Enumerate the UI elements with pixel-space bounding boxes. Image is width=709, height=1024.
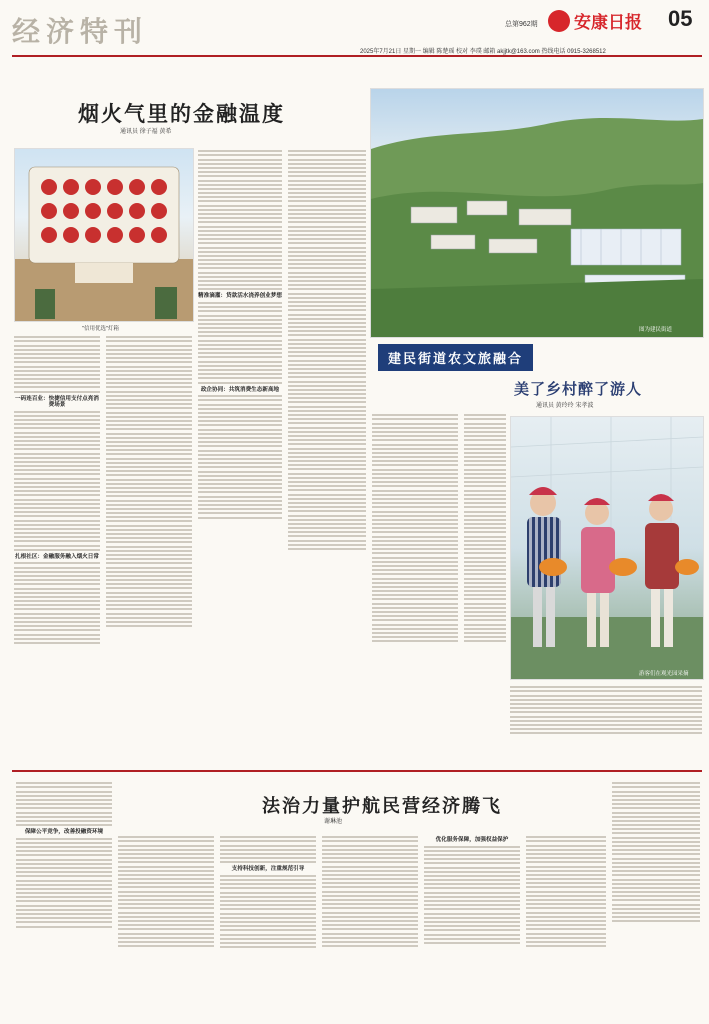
section-title: 经济特刊 bbox=[12, 15, 149, 48]
article1-photo bbox=[14, 148, 194, 322]
newspaper-logo: 安康日报 bbox=[548, 8, 644, 34]
article3-subhead: 支持科技创新，注重规范引导 bbox=[231, 866, 305, 873]
article1-title: 烟火气里的金融温度 bbox=[78, 101, 285, 126]
article3-subhead: 优化服务保障，加强权益保护 bbox=[435, 837, 509, 843]
article1-col-3 bbox=[198, 148, 282, 768]
article1-subhead: 一码连百业：快捷信用支付点亮消费场景 bbox=[15, 395, 99, 409]
article2-title: 美了乡村醉了游人 bbox=[514, 380, 643, 398]
article1-col-1 bbox=[14, 334, 100, 768]
article2-col-1 bbox=[372, 412, 458, 766]
article2-byline: 通讯员 黄玲玲 宋孝波 bbox=[536, 403, 594, 409]
article2-main-photo bbox=[370, 88, 704, 338]
article1-photo-caption: "信用优选"灯箱 bbox=[82, 326, 119, 332]
article1-subhead: 精准滴灌：贷款活水浇养创业梦想 bbox=[198, 293, 282, 300]
article3-col-2 bbox=[118, 834, 214, 1018]
article1-col-2 bbox=[106, 334, 192, 768]
article3-col-1 bbox=[16, 780, 112, 1018]
header-rule bbox=[12, 55, 702, 57]
article1-subhead: 政企协同：共筑消费生态新高地 bbox=[200, 386, 280, 393]
article2-col-3 bbox=[510, 684, 702, 766]
article3-col-3 bbox=[220, 834, 316, 1018]
article2-photo2-caption: 游客们在观光园采摘 bbox=[639, 671, 689, 677]
issue-number: 总第962期 bbox=[505, 21, 538, 28]
article1-subhead: 扎根社区：金融服务融入烟火日常 bbox=[15, 553, 99, 560]
page-number: 05 bbox=[668, 6, 693, 31]
article1-byline: 通讯员 徐子福 黄希 bbox=[120, 129, 172, 135]
article1-col-4 bbox=[288, 148, 366, 768]
article3-col-5 bbox=[424, 834, 520, 1018]
logo-icon bbox=[548, 10, 570, 32]
article3-col-6 bbox=[526, 834, 606, 1018]
article2-visitors-photo bbox=[510, 416, 704, 680]
article3-title: 法治力量护航民营经济腾飞 bbox=[262, 796, 502, 817]
article2-badge: 建民街道农文旅融合 bbox=[378, 344, 533, 371]
article3-byline: 谢琳池 bbox=[324, 819, 343, 825]
article3-subhead: 保障公平竞争，改善投融资环境 bbox=[24, 829, 104, 836]
article3-col-4 bbox=[322, 834, 418, 1018]
article2-col-2 bbox=[464, 412, 506, 766]
edition-meta: 2025年7月21日 星期一 编辑 陈楚瑶 校对 李璞 邮箱 akjjtk@163.com 热线电话 0915-3268512 bbox=[360, 49, 606, 55]
article2-photo1-caption: 图为建民街道 bbox=[639, 327, 673, 333]
article3-col-7 bbox=[612, 780, 700, 1018]
